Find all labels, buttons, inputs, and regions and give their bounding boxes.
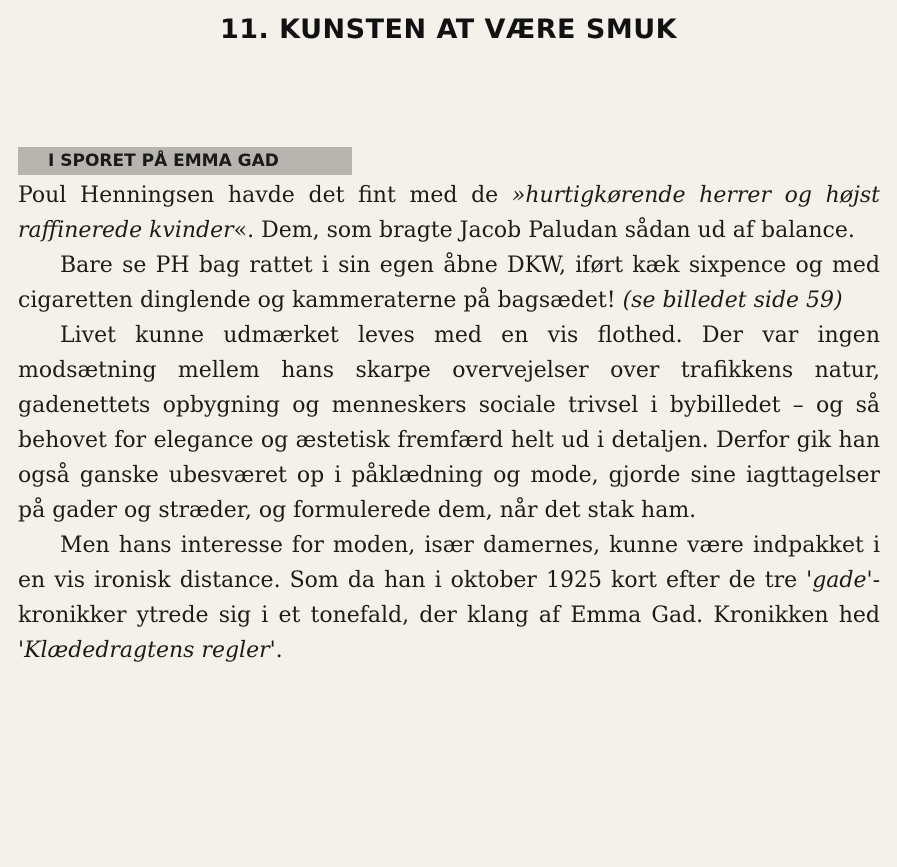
chapter-title: 11. KUNSTEN AT VÆRE SMUK [219,14,678,45]
paragraph-1-quote: »hurtigkørende herrer og højst raffinerede kvinder [18,183,880,243]
paragraph-1-text-end: «. Dem, som bragte Jacob Paludan sådan ud af balance. [233,218,855,243]
paragraph-4 [18,528,880,668]
paragraph-4-text-end: '. [269,638,283,663]
paragraph-4-text-middle: '-kronikker ytrede sig i et tonefald, der klang af Emma Gad. Kronikken hed ' [18,568,880,663]
paragraph-1-text: Poul Henningsen havde det fint med de [18,183,512,208]
paragraph-2-text: Bare se PH bag rattet i sin egen åbne DKW, iført kæk sixpence og med cigaretten dinglende og kammeraterne på bagsædet! [18,253,880,313]
paragraph-4-italic-gade: gade [812,568,867,593]
paragraph-4-text: Men hans interesse for moden, især damernes, kunne være indpakket i en vis ironisk distance. Som da han i oktober 1925 kort efter de tre ' [18,533,880,593]
section-heading: I SPORET PÅ EMMA GAD [18,147,352,175]
paragraph-3: Livet kunne udmærket leves med en vis flothed. Der var ingen modsætning mellem hans skarpe overvejelser over trafikkens natur, gadenettets opbygning og menneskers sociale trivsel i bybilledet – og så behovet for elegance og æstetisk fremfærd helt ud i detaljen. Derfor gik han også ganske ubesværet op i påklædning og mode, gjorde sine iagttagelser på gader og stræder, og formulerede dem, når det stak ham. [18,323,880,523]
paragraph-2-reference: (se billedet side 59) [622,288,843,313]
paragraph-4-italic-title: Klædedragtens regler [24,638,270,663]
body-text [18,178,880,668]
paragraph-1 [18,178,880,248]
paragraph-2 [18,248,880,318]
